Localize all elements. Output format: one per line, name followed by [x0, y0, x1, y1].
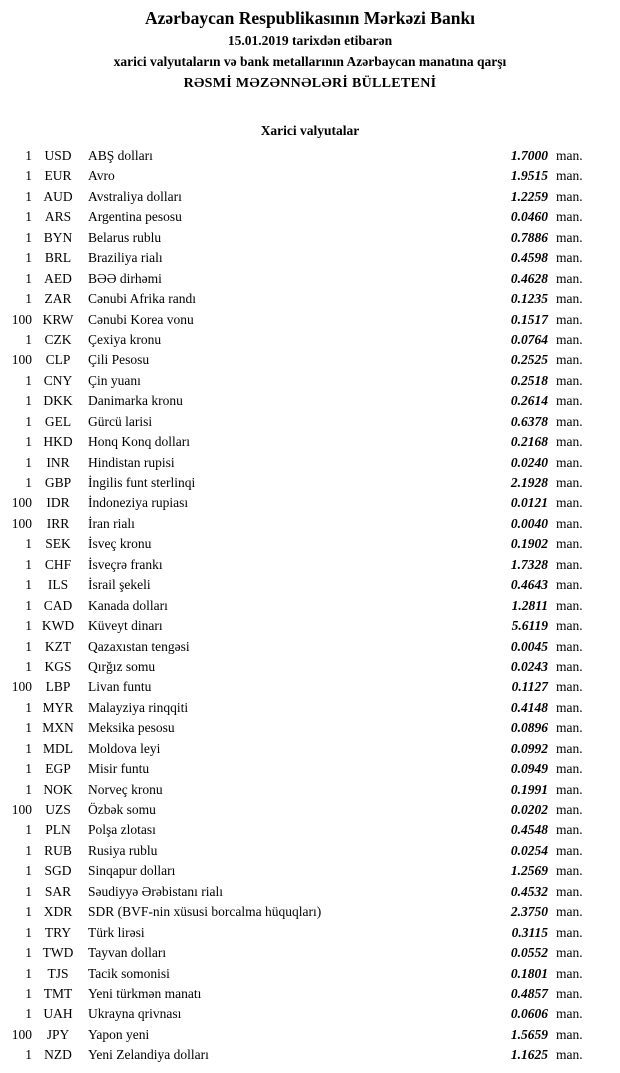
row-rate: 0.4643: [510, 577, 548, 593]
table-row: [0, 984, 592, 1004]
row-currency-code: KRW: [42, 311, 74, 327]
row-rate: 0.4532: [510, 883, 548, 899]
document-header: [0, 0, 620, 94]
row-currency-code: UZS: [45, 802, 71, 817]
row-currency-code: TJS: [47, 965, 69, 981]
row-quantity: 1: [25, 761, 32, 777]
table-row: [0, 514, 592, 534]
row-currency-name: Küveyt dinarı: [88, 618, 163, 634]
row-currency-name: İsrail şekeli: [88, 577, 151, 593]
row-quantity: 1: [25, 209, 32, 225]
row-rate: 0.4148: [510, 699, 548, 715]
row-currency-name: Çili Pesosu: [88, 352, 150, 368]
table-row: [0, 493, 592, 513]
row-rate: 0.0460: [510, 209, 548, 225]
row-quantity: 100: [11, 802, 32, 817]
table-row: [0, 310, 592, 330]
row-unit-label: man.: [556, 618, 583, 634]
row-quantity: 1: [25, 475, 32, 490]
row-quantity: 1: [25, 638, 32, 654]
row-rate: 0.1801: [510, 965, 548, 981]
row-rate: 0.0243: [510, 658, 548, 674]
row-currency-name: Sinqapur dolları: [88, 863, 176, 879]
row-currency-name: Ukrayna qrivnası: [88, 1006, 182, 1022]
rates-table: [0, 146, 620, 1066]
table-row: [0, 841, 592, 861]
table-row: [0, 882, 592, 902]
row-unit-label: man.: [556, 536, 583, 552]
row-currency-name: İngilis funt sterlinqi: [88, 475, 196, 490]
row-currency-code: AED: [44, 270, 72, 286]
row-rate: 0.4548: [510, 822, 548, 838]
row-rate: 0.0896: [510, 720, 548, 736]
row-currency-name: Tayvan dolları: [88, 945, 167, 961]
row-unit-label: man.: [556, 556, 583, 572]
table-row: [0, 902, 592, 922]
row-currency-name: Argentina pesosu: [88, 209, 182, 225]
row-unit-label: man.: [556, 1047, 583, 1063]
row-currency-code: MDL: [43, 740, 73, 756]
row-rate: 0.1127: [511, 679, 548, 695]
table-row: [0, 1025, 592, 1045]
row-rate: 0.0606: [510, 1006, 548, 1022]
row-quantity: 1: [25, 536, 32, 552]
row-currency-code: AUD: [43, 188, 73, 204]
row-rate: 0.0992: [510, 740, 548, 756]
row-currency-code: KZT: [44, 638, 72, 654]
row-currency-code: BRL: [44, 250, 72, 266]
row-unit-label: man.: [556, 761, 583, 777]
table-row: [0, 350, 592, 370]
row-unit-label: man.: [556, 270, 583, 286]
row-rate: 0.1235: [510, 291, 548, 307]
row-quantity: 1: [25, 740, 32, 756]
row-currency-name: Meksika pesosu: [88, 720, 175, 736]
row-currency-name: Cənubi Korea vonu: [88, 311, 194, 327]
row-currency-name: Cənubi Afrika randı: [88, 291, 196, 307]
row-currency-name: Kanada dolları: [88, 597, 168, 613]
row-unit-label: man.: [556, 291, 583, 307]
row-currency-name: Braziliya rialı: [88, 250, 163, 266]
table-row: [0, 391, 592, 411]
row-currency-code: MXN: [42, 720, 74, 736]
row-currency-name: Malayziya rinqqiti: [88, 699, 189, 715]
row-unit-label: man.: [556, 454, 583, 470]
bank-title: Azərbaycan Respublikasının Mərkəzi Bankı: [144, 8, 476, 28]
table-row: [0, 677, 592, 697]
table-row: [0, 657, 592, 677]
table-row: [0, 555, 592, 575]
row-unit-label: man.: [556, 802, 583, 817]
row-rate: 0.0202: [510, 802, 548, 817]
row-quantity: 100: [11, 352, 32, 368]
row-unit-label: man.: [556, 311, 583, 327]
row-unit-label: man.: [556, 658, 583, 674]
row-currency-code: DKK: [43, 393, 73, 409]
section-title-foreign-currencies: Xarici valyutalar: [260, 123, 360, 138]
row-currency-code: MYR: [42, 699, 74, 715]
row-currency-name: Gürcü larisi: [88, 413, 153, 429]
row-quantity: 1: [25, 250, 32, 266]
row-quantity: 1: [25, 148, 32, 163]
row-currency-code: JPY: [46, 1026, 70, 1042]
row-quantity: 1: [25, 720, 32, 736]
row-currency-name: Yeni Zelandiya dolları: [88, 1047, 209, 1063]
row-currency-name: Avstraliya dolları: [88, 188, 182, 204]
row-currency-name: Səudiyyə Ərəbistanı rialı: [88, 883, 223, 899]
row-currency-code: ARS: [44, 209, 72, 225]
row-quantity: 1: [25, 168, 32, 184]
row-currency-code: RUB: [44, 842, 72, 858]
row-rate: 2.1928: [510, 475, 548, 490]
row-rate: 0.6378: [510, 413, 548, 429]
row-currency-name: Yeni türkmən manatı: [88, 985, 202, 1001]
row-unit-label: man.: [556, 393, 583, 409]
row-quantity: 1: [25, 699, 32, 715]
row-unit-label: man.: [556, 924, 583, 940]
row-unit-label: man.: [556, 597, 583, 613]
row-unit-label: man.: [556, 904, 583, 920]
row-unit-label: man.: [556, 188, 583, 204]
row-quantity: 1: [25, 842, 32, 858]
bulletin-title: RƏSMİ MƏZƏNNƏLƏRİ BÜLLETENİ: [183, 76, 437, 91]
row-unit-label: man.: [556, 883, 583, 899]
table-row: [0, 269, 592, 289]
row-currency-name: Çexiya kronu: [88, 331, 162, 347]
row-quantity: 1: [25, 822, 32, 838]
row-quantity: 1: [25, 577, 32, 593]
table-row: [0, 166, 592, 186]
row-quantity: 1: [25, 863, 32, 879]
row-rate: 0.0040: [510, 515, 548, 531]
row-unit-label: man.: [556, 250, 583, 266]
row-rate: 1.2259: [510, 188, 548, 204]
row-currency-name: SDR (BVF-nin xüsusi borcalma hüquqları): [88, 904, 322, 920]
row-quantity: 100: [11, 515, 32, 531]
row-rate: 0.4628: [510, 270, 548, 286]
row-currency-code: BYN: [43, 229, 73, 245]
row-currency-name: Danimarka kronu: [88, 393, 183, 409]
row-currency-name: Türk lirəsi: [88, 924, 145, 940]
table-row: [0, 371, 592, 391]
row-rate: 0.1991: [510, 781, 548, 797]
row-quantity: 1: [25, 597, 32, 613]
row-currency-code: UAH: [43, 1006, 73, 1022]
row-quantity: 100: [11, 1026, 32, 1042]
row-currency-code: IRR: [46, 515, 70, 531]
row-currency-name: Rusiya rublu: [88, 842, 158, 858]
row-currency-name: İndoneziya rupiası: [88, 495, 189, 511]
row-unit-label: man.: [556, 822, 583, 838]
row-quantity: 1: [25, 270, 32, 286]
row-rate: 0.7886: [510, 229, 548, 245]
row-currency-name: Özbək somu: [88, 802, 156, 817]
row-unit-label: man.: [556, 945, 583, 961]
row-rate: 1.1625: [510, 1047, 548, 1063]
row-currency-code: HKD: [43, 434, 73, 450]
row-currency-code: NOK: [43, 781, 73, 797]
table-row: [0, 207, 592, 227]
row-currency-code: CLP: [45, 352, 71, 368]
table-row: [0, 330, 592, 350]
table-row: [0, 575, 592, 595]
row-rate: 0.0552: [510, 945, 548, 961]
table-row: [0, 616, 592, 636]
row-currency-code: TWD: [42, 945, 74, 961]
table-row: [0, 228, 592, 248]
row-quantity: 1: [25, 229, 32, 245]
row-currency-code: CZK: [44, 331, 72, 347]
row-unit-label: man.: [556, 148, 583, 163]
table-row: [0, 923, 592, 943]
row-currency-name: Moldova leyi: [88, 740, 161, 756]
row-rate: 0.2614: [510, 393, 548, 409]
row-currency-code: EUR: [44, 168, 72, 184]
row-quantity: 1: [25, 372, 32, 388]
row-quantity: 1: [25, 945, 32, 961]
table-row: [0, 453, 592, 473]
row-rate: 0.4598: [510, 250, 548, 266]
row-quantity: 1: [25, 454, 32, 470]
row-quantity: 1: [25, 393, 32, 409]
row-rate: 0.4857: [510, 985, 548, 1001]
row-quantity: 1: [25, 781, 32, 797]
row-rate: 0.1517: [510, 311, 548, 327]
row-quantity: 1: [25, 331, 32, 347]
row-quantity: 1: [25, 413, 32, 429]
row-unit-label: man.: [556, 352, 583, 368]
row-rate: 1.7328: [510, 556, 548, 572]
row-currency-name: İsveçrə frankı: [88, 556, 163, 572]
row-quantity: 100: [11, 495, 32, 511]
row-unit-label: man.: [556, 863, 583, 879]
table-row: [0, 289, 592, 309]
row-rate: 0.0121: [510, 495, 548, 511]
table-row: [0, 534, 592, 554]
row-currency-code: LBP: [45, 679, 71, 695]
row-currency-name: Avro: [88, 168, 115, 184]
row-rate: 0.1902: [510, 536, 548, 552]
table-row: [0, 596, 592, 616]
table-row: [0, 698, 592, 718]
row-rate: 0.0045: [510, 638, 548, 654]
row-unit-label: man.: [556, 699, 583, 715]
row-quantity: 1: [25, 188, 32, 204]
row-unit-label: man.: [556, 1026, 583, 1042]
row-currency-code: XDR: [43, 904, 73, 920]
row-quantity: 1: [25, 658, 32, 674]
table-row: [0, 780, 592, 800]
row-quantity: 1: [25, 924, 32, 940]
row-unit-label: man.: [556, 679, 583, 695]
row-quantity: 1: [25, 965, 32, 981]
row-currency-name: Hindistan rupisi: [88, 454, 175, 470]
row-rate: 1.7000: [510, 148, 548, 163]
row-currency-name: Honq Konq dolları: [88, 434, 190, 450]
table-row: [0, 718, 592, 738]
row-currency-code: CAD: [43, 597, 73, 613]
row-currency-name: Yapon yeni: [88, 1026, 150, 1042]
row-rate: 0.0240: [510, 454, 548, 470]
row-rate: 1.9515: [510, 168, 548, 184]
row-currency-code: ILS: [47, 577, 69, 593]
row-currency-name: İsveç kronu: [88, 536, 152, 552]
row-currency-code: TRY: [44, 924, 72, 940]
row-unit-label: man.: [556, 495, 583, 511]
table-row: [0, 739, 592, 759]
row-quantity: 1: [25, 618, 32, 634]
row-quantity: 1: [25, 883, 32, 899]
document-subtitle: xarici valyutaların və bank metallarının Azərbaycan manatına qarşı: [113, 54, 507, 69]
row-quantity: 1: [25, 434, 32, 450]
row-currency-code: TMT: [43, 985, 73, 1001]
effective-date-line: 15.01.2019 tarixdən etibarən: [227, 33, 393, 48]
table-row: [0, 800, 592, 820]
row-unit-label: man.: [556, 229, 583, 245]
row-rate: 0.0949: [510, 761, 548, 777]
row-unit-label: man.: [556, 434, 583, 450]
row-currency-name: Tacik somonisi: [88, 965, 170, 981]
row-currency-code: PLN: [45, 822, 71, 838]
row-quantity: 1: [25, 291, 32, 307]
table-row: [0, 861, 592, 881]
row-currency-code: CHF: [44, 556, 72, 572]
row-rate: 1.5659: [510, 1026, 548, 1042]
row-currency-code: KWD: [41, 618, 75, 634]
row-currency-code: INR: [46, 454, 70, 470]
row-quantity: 100: [11, 311, 32, 327]
row-quantity: 1: [25, 1006, 32, 1022]
row-quantity: 1: [25, 1047, 32, 1063]
table-row: [0, 146, 592, 166]
row-currency-name: Belarus rublu: [88, 229, 162, 245]
row-rate: 0.0254: [510, 842, 548, 858]
row-currency-name: Misir funtu: [88, 761, 150, 777]
row-currency-name: Qırğız somu: [88, 658, 156, 674]
table-row: [0, 187, 592, 207]
row-unit-label: man.: [556, 331, 583, 347]
row-currency-name: BƏƏ dirhəmi: [88, 270, 162, 286]
table-row: [0, 1004, 592, 1024]
row-currency-name: Çin yuanı: [88, 372, 141, 388]
row-rate: 1.2569: [510, 863, 548, 879]
row-unit-label: man.: [556, 209, 583, 225]
row-quantity: 1: [25, 556, 32, 572]
table-row: [0, 943, 592, 963]
row-rate: 2.3750: [510, 904, 548, 920]
row-quantity: 1: [25, 985, 32, 1001]
row-unit-label: man.: [556, 168, 583, 184]
row-currency-code: NZD: [44, 1047, 72, 1063]
row-currency-code: SEK: [45, 536, 71, 552]
row-unit-label: man.: [556, 740, 583, 756]
row-rate: 5.6119: [511, 618, 548, 634]
row-rate: 0.0764: [510, 331, 548, 347]
row-currency-code: CNY: [43, 372, 73, 388]
row-quantity: 1: [25, 904, 32, 920]
row-currency-code: ZAR: [44, 291, 72, 307]
row-unit-label: man.: [556, 842, 583, 858]
row-currency-code: KGS: [44, 658, 72, 674]
row-rate: 0.2168: [510, 434, 548, 450]
table-row: [0, 964, 592, 984]
row-rate: 0.2525: [510, 352, 548, 368]
table-row: [0, 1045, 592, 1065]
table-row: [0, 637, 592, 657]
row-unit-label: man.: [556, 372, 583, 388]
row-rate: 0.3115: [511, 924, 548, 940]
row-unit-label: man.: [556, 413, 583, 429]
row-unit-label: man.: [556, 720, 583, 736]
row-currency-name: Qazaxıstan tengəsi: [88, 638, 190, 654]
table-row: [0, 248, 592, 268]
row-currency-name: Livan funtu: [88, 679, 152, 695]
row-quantity: 100: [11, 679, 32, 695]
row-unit-label: man.: [556, 638, 583, 654]
table-row: [0, 473, 592, 493]
row-currency-name: Polşa zlotası: [88, 822, 156, 838]
row-currency-name: Norveç kronu: [88, 781, 163, 797]
row-unit-label: man.: [556, 965, 583, 981]
table-row: [0, 412, 592, 432]
row-unit-label: man.: [556, 985, 583, 1001]
row-unit-label: man.: [556, 577, 583, 593]
row-currency-code: USD: [44, 148, 72, 163]
row-currency-code: SGD: [44, 863, 72, 879]
row-unit-label: man.: [556, 1006, 583, 1022]
row-rate: 0.2518: [510, 372, 548, 388]
row-currency-code: GBP: [44, 475, 72, 490]
table-row: [0, 432, 592, 452]
row-currency-name: İran rialı: [88, 515, 135, 531]
table-row: [0, 820, 592, 840]
row-currency-code: IDR: [46, 495, 70, 511]
row-unit-label: man.: [556, 781, 583, 797]
row-currency-name: ABŞ dolları: [88, 148, 153, 163]
row-rate: 1.2811: [511, 597, 548, 613]
row-unit-label: man.: [556, 515, 583, 531]
row-currency-code: GEL: [44, 413, 72, 429]
row-unit-label: man.: [556, 475, 583, 490]
table-row: [0, 759, 592, 779]
row-currency-code: EGP: [45, 761, 71, 777]
row-currency-code: SAR: [44, 883, 72, 899]
